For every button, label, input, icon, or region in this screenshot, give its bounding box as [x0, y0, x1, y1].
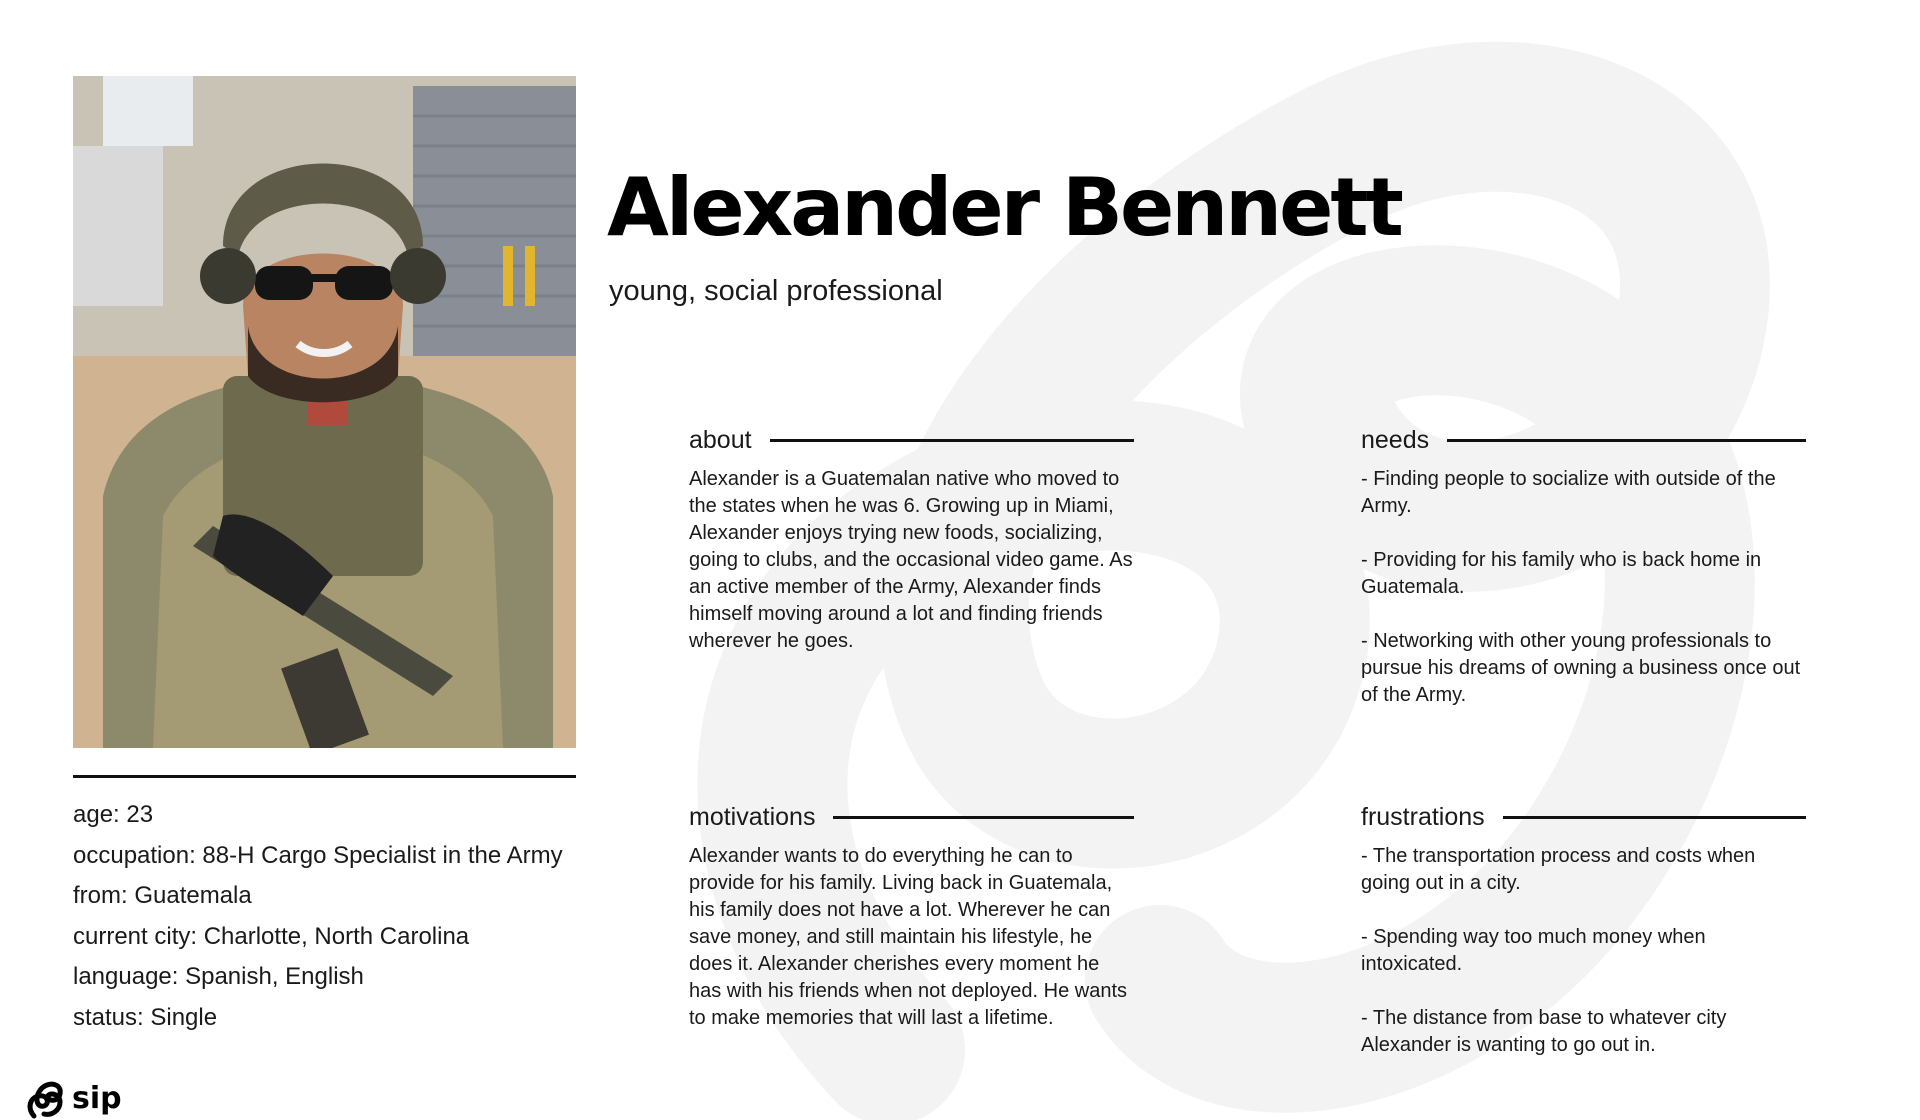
- detail-status: status: Single: [73, 1003, 218, 1031]
- persona-name: Alexander Bennett: [607, 161, 1401, 254]
- section-divider: [1447, 439, 1806, 442]
- section-divider: [770, 439, 1134, 442]
- detail-age: age: 23: [73, 801, 154, 828]
- detail-language: language: Spanish, English: [73, 963, 364, 990]
- section-motivations: [689, 799, 1134, 1032]
- detail-occupation: occupation: 88-H Cargo Specialist in the Army: [73, 841, 563, 869]
- section-body-needs: - Finding people to socialize with outside of the Army. - Providing for his family who is back home in Guatemala. - Networking with other young professionals to pursue his dreams of owning a business once out of the Army.: [1361, 468, 1801, 706]
- section-body-frustrations: - The transportation process and costs when going out in a city. - Spending way too much money when intoxicated. - The distance from base to whatever city Alexander is wanting to go out in.: [1361, 845, 1756, 1056]
- section-title-frustrations: frustrations: [1361, 802, 1485, 831]
- info-divider: [73, 775, 576, 778]
- detail-from: from: Guatemala: [73, 882, 252, 909]
- section-frustrations: [1361, 799, 1806, 1059]
- section-body-motivations: Alexander wants to do everything he can to provide for his family. Living back in Guatemala, his family does not have a lot. Wherever he can save money, and still maintain his lifestyle, he does it. Alexander cherishes every moment he has with his friends when not deployed. He wants to make memories that will last a lifetime.: [689, 845, 1128, 1029]
- persona-photo: [73, 76, 576, 748]
- section-needs: [1361, 422, 1806, 709]
- section-title-needs: needs: [1361, 425, 1430, 454]
- section-divider: [833, 816, 1134, 819]
- persona-tagline: young, social professional: [609, 275, 943, 307]
- section-title-about: about: [689, 425, 752, 454]
- footer-brand-name: sip: [72, 1081, 122, 1116]
- section-title-motivations: motivations: [689, 802, 816, 831]
- footer-brand: [26, 1078, 122, 1120]
- section-header: [1361, 422, 1806, 458]
- detail-current-city: current city: Charlotte, North Carolina: [73, 922, 470, 950]
- section-about: [689, 422, 1134, 655]
- section-header: [689, 422, 1134, 458]
- section-divider: [1503, 816, 1806, 819]
- sip-logo-icon: [26, 1078, 66, 1120]
- section-body-about: Alexander is a Guatemalan native who moved to the states when he was 6. Growing up in Miami, Alexander enjoys trying new foods, socializing, going to clubs, and the occasional video game. As an active member of the Army, Alexander finds himself moving around a lot and finding friends wherever he goes.: [689, 468, 1133, 652]
- section-header: [689, 799, 1134, 835]
- persona-details-list: [73, 795, 633, 1038]
- section-header: [1361, 799, 1806, 835]
